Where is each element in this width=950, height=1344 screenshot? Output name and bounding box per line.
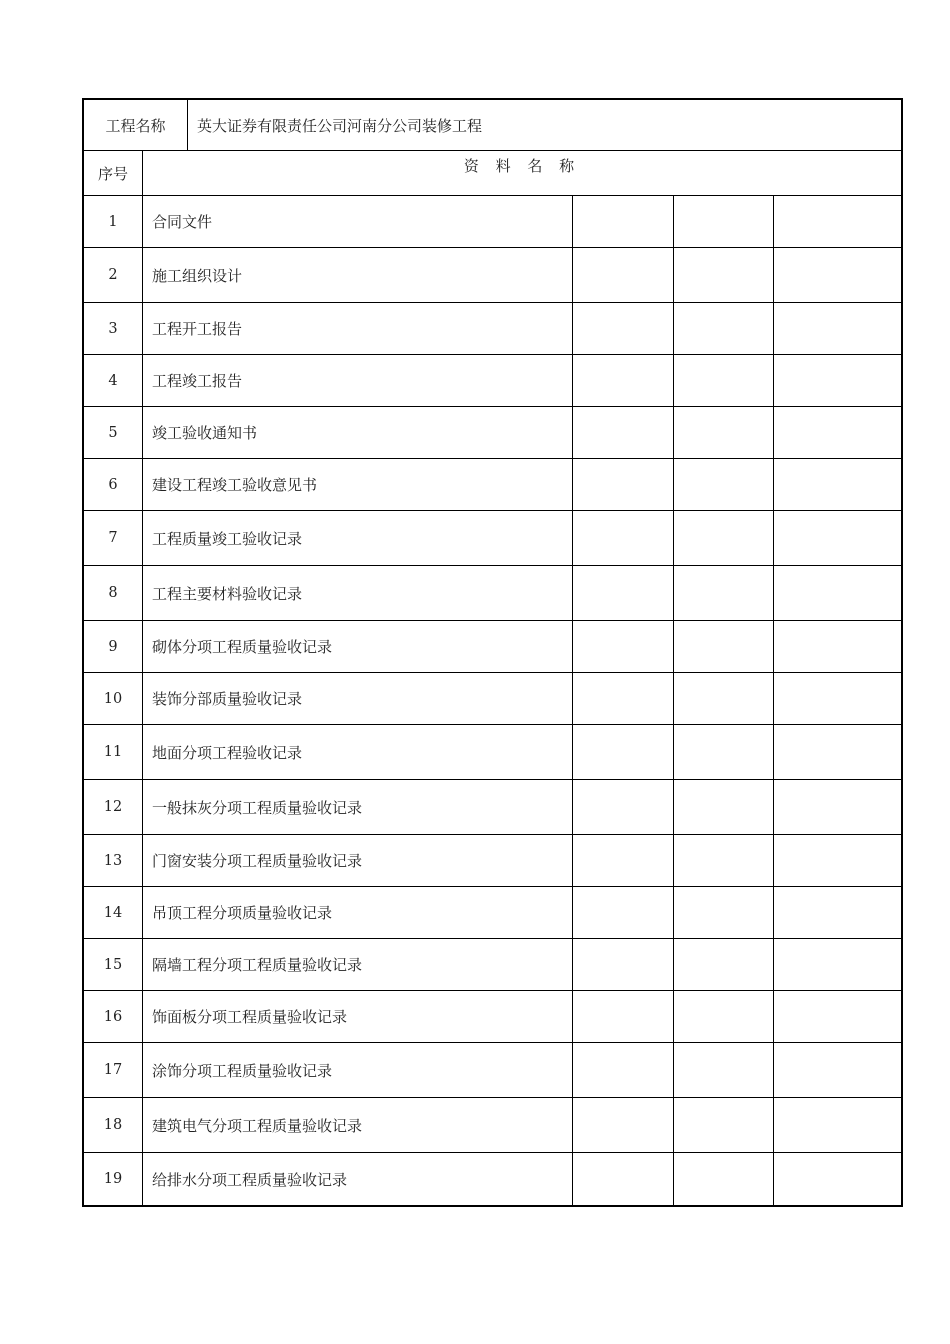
empty-cell bbox=[573, 835, 674, 886]
table-row bbox=[84, 725, 901, 780]
empty-cell bbox=[573, 621, 674, 672]
empty-cell bbox=[674, 1043, 774, 1097]
item-seq: 14 bbox=[84, 887, 143, 938]
empty-cell bbox=[573, 248, 674, 302]
empty-cell bbox=[774, 566, 901, 620]
empty-cell bbox=[674, 1153, 774, 1205]
empty-cell bbox=[674, 459, 774, 510]
empty-cell bbox=[674, 780, 774, 834]
item-seq: 4 bbox=[84, 355, 143, 406]
empty-cell bbox=[774, 621, 901, 672]
empty-cell bbox=[573, 196, 674, 247]
empty-cell bbox=[573, 303, 674, 354]
empty-cell bbox=[573, 887, 674, 938]
item-name: 给排水分项工程质量验收记录 bbox=[143, 1153, 573, 1205]
empty-cell bbox=[774, 835, 901, 886]
project-row bbox=[84, 100, 901, 151]
table-row bbox=[84, 355, 901, 407]
empty-cell bbox=[573, 511, 674, 565]
table-row bbox=[84, 511, 901, 566]
table-row bbox=[84, 673, 901, 725]
empty-cell bbox=[573, 1043, 674, 1097]
item-name: 施工组织设计 bbox=[143, 248, 573, 302]
empty-cell bbox=[774, 1043, 901, 1097]
table-row bbox=[84, 1043, 901, 1098]
item-list bbox=[84, 196, 901, 1205]
item-seq: 8 bbox=[84, 566, 143, 620]
table-row bbox=[84, 780, 901, 835]
empty-cell bbox=[774, 1098, 901, 1152]
empty-cell bbox=[674, 835, 774, 886]
empty-cell bbox=[774, 939, 901, 990]
empty-cell bbox=[774, 196, 901, 247]
document-table bbox=[82, 98, 903, 1207]
item-name: 一般抹灰分项工程质量验收记录 bbox=[143, 780, 573, 834]
item-name: 涂饰分项工程质量验收记录 bbox=[143, 1043, 573, 1097]
item-seq: 18 bbox=[84, 1098, 143, 1152]
item-name: 工程质量竣工验收记录 bbox=[143, 511, 573, 565]
item-name: 装饰分部质量验收记录 bbox=[143, 673, 573, 724]
empty-cell bbox=[573, 1098, 674, 1152]
empty-cell bbox=[674, 673, 774, 724]
empty-cell bbox=[573, 725, 674, 779]
empty-cell bbox=[774, 248, 901, 302]
empty-cell bbox=[674, 196, 774, 247]
empty-cell bbox=[774, 1153, 901, 1205]
empty-cell bbox=[774, 991, 901, 1042]
item-name: 隔墙工程分项工程质量验收记录 bbox=[143, 939, 573, 990]
empty-cell bbox=[573, 939, 674, 990]
empty-cell bbox=[573, 566, 674, 620]
empty-cell bbox=[774, 355, 901, 406]
item-name: 工程开工报告 bbox=[143, 303, 573, 354]
table-row bbox=[84, 303, 901, 355]
item-name: 竣工验收通知书 bbox=[143, 407, 573, 458]
column-header-row bbox=[84, 151, 901, 196]
empty-cell bbox=[674, 939, 774, 990]
empty-cell bbox=[573, 991, 674, 1042]
item-name: 建设工程竣工验收意见书 bbox=[143, 459, 573, 510]
empty-cell bbox=[774, 887, 901, 938]
item-name: 饰面板分项工程质量验收记录 bbox=[143, 991, 573, 1042]
item-seq: 7 bbox=[84, 511, 143, 565]
item-seq: 17 bbox=[84, 1043, 143, 1097]
item-name: 合同文件 bbox=[143, 196, 573, 247]
empty-cell bbox=[774, 725, 901, 779]
empty-cell bbox=[674, 991, 774, 1042]
empty-cell bbox=[674, 248, 774, 302]
empty-cell bbox=[674, 511, 774, 565]
item-name: 工程主要材料验收记录 bbox=[143, 566, 573, 620]
empty-cell bbox=[674, 1098, 774, 1152]
empty-cell bbox=[573, 1153, 674, 1205]
table-row bbox=[84, 196, 901, 248]
table-row bbox=[84, 407, 901, 459]
item-name: 工程竣工报告 bbox=[143, 355, 573, 406]
item-name: 砌体分项工程质量验收记录 bbox=[143, 621, 573, 672]
item-seq: 6 bbox=[84, 459, 143, 510]
empty-cell bbox=[774, 303, 901, 354]
item-seq: 16 bbox=[84, 991, 143, 1042]
empty-cell bbox=[774, 673, 901, 724]
table-row bbox=[84, 887, 901, 939]
table-row bbox=[84, 835, 901, 887]
item-name: 吊顶工程分项质量验收记录 bbox=[143, 887, 573, 938]
item-seq: 15 bbox=[84, 939, 143, 990]
empty-cell bbox=[674, 621, 774, 672]
empty-cell bbox=[674, 355, 774, 406]
table-row bbox=[84, 566, 901, 621]
empty-cell bbox=[674, 303, 774, 354]
table-row bbox=[84, 248, 901, 303]
item-seq: 3 bbox=[84, 303, 143, 354]
table-row bbox=[84, 939, 901, 991]
item-name: 地面分项工程验收记录 bbox=[143, 725, 573, 779]
item-seq: 10 bbox=[84, 673, 143, 724]
table-row bbox=[84, 1153, 901, 1205]
empty-cell bbox=[774, 780, 901, 834]
empty-cell bbox=[674, 566, 774, 620]
empty-cell bbox=[573, 780, 674, 834]
table-row bbox=[84, 1098, 901, 1153]
seq-column-header: 序号 bbox=[84, 151, 143, 195]
empty-cell bbox=[774, 459, 901, 510]
project-name: 英大证券有限责任公司河南分公司装修工程 bbox=[197, 116, 483, 135]
item-name: 建筑电气分项工程质量验收记录 bbox=[143, 1098, 573, 1152]
empty-cell bbox=[674, 407, 774, 458]
table-row bbox=[84, 991, 901, 1043]
item-name: 门窗安装分项工程质量验收记录 bbox=[143, 835, 573, 886]
item-seq: 11 bbox=[84, 725, 143, 779]
empty-cell bbox=[573, 355, 674, 406]
item-seq: 9 bbox=[84, 621, 143, 672]
item-seq: 13 bbox=[84, 835, 143, 886]
item-seq: 2 bbox=[84, 248, 143, 302]
table-row bbox=[84, 621, 901, 673]
empty-cell bbox=[774, 511, 901, 565]
item-seq: 1 bbox=[84, 196, 143, 247]
item-seq: 19 bbox=[84, 1153, 143, 1205]
table-row bbox=[84, 459, 901, 511]
project-label: 工程名称 bbox=[84, 100, 188, 150]
empty-cell bbox=[774, 407, 901, 458]
empty-cell bbox=[573, 407, 674, 458]
empty-cell bbox=[573, 673, 674, 724]
name-column-header: 资 料 名 称 bbox=[463, 157, 581, 175]
empty-cell bbox=[674, 887, 774, 938]
item-seq: 5 bbox=[84, 407, 143, 458]
empty-cell bbox=[573, 459, 674, 510]
item-seq: 12 bbox=[84, 780, 143, 834]
empty-cell bbox=[674, 725, 774, 779]
